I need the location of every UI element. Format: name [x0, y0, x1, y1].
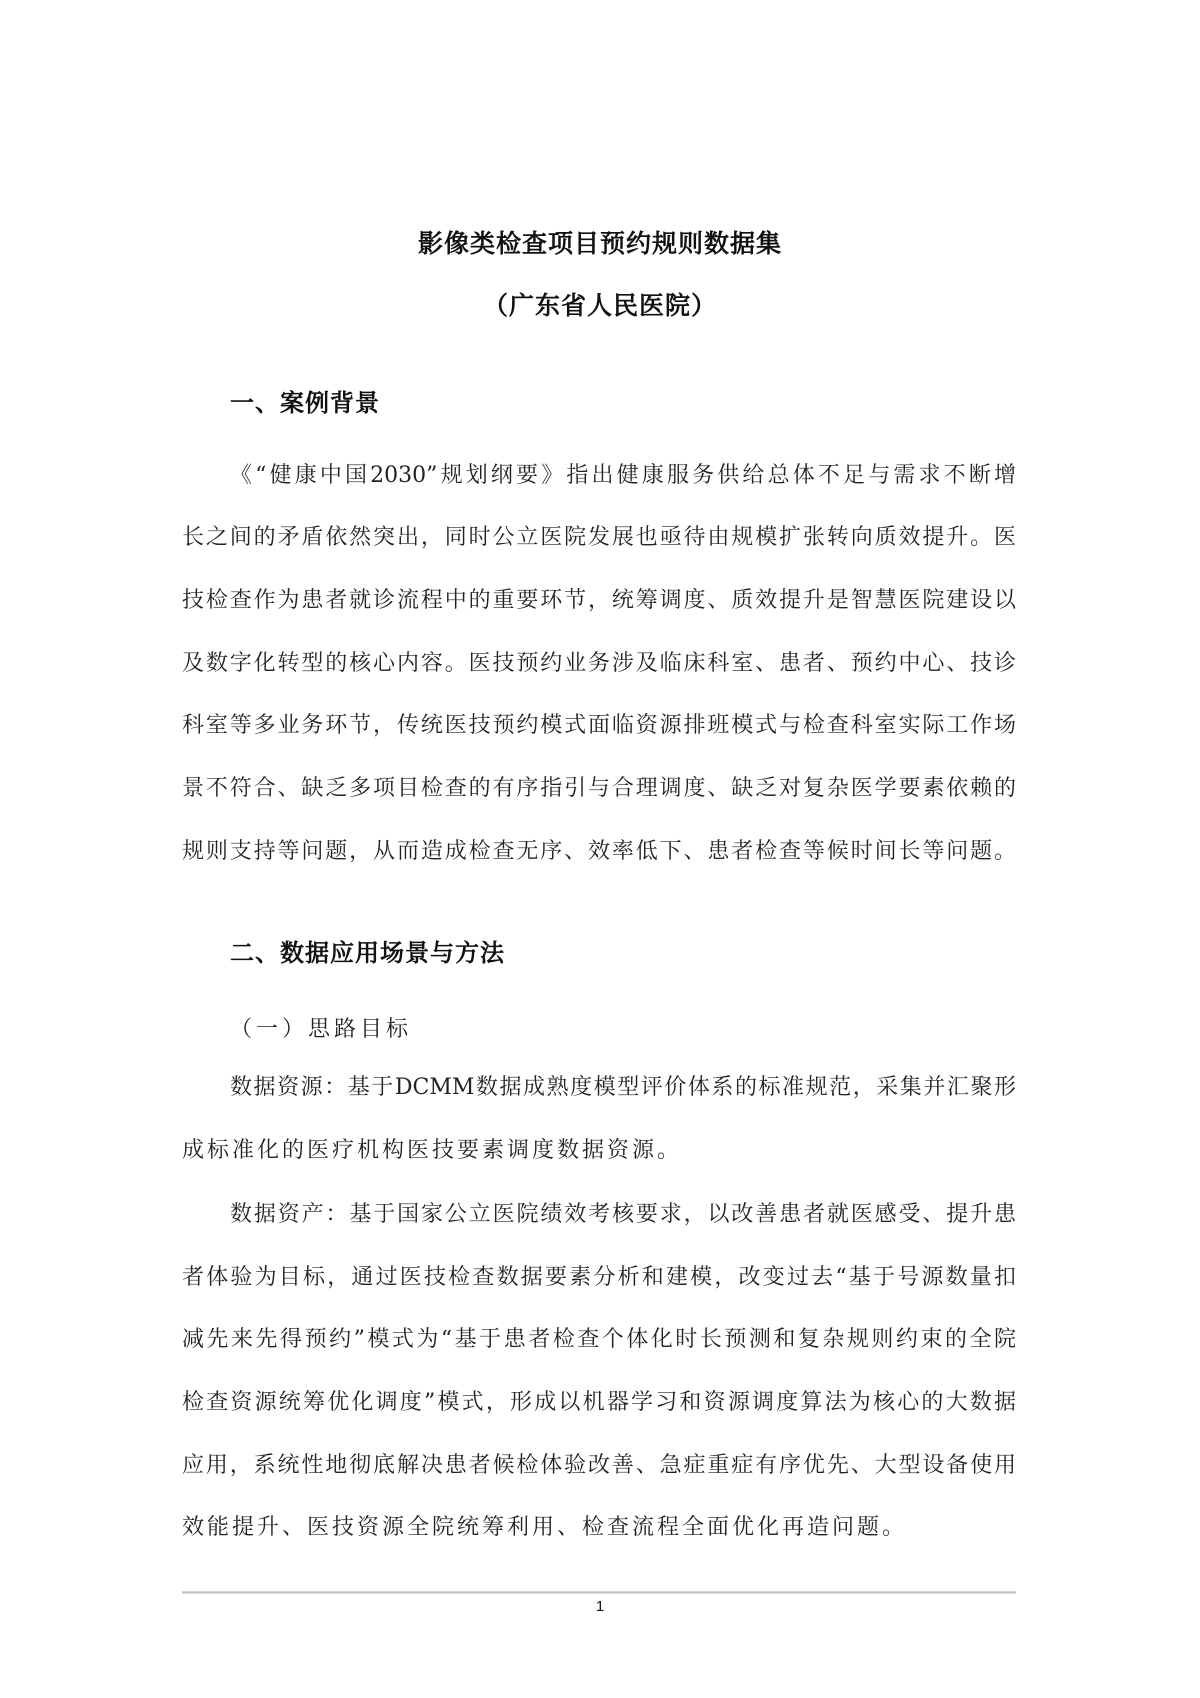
- paragraph-line: 长之间的矛盾依然突出，同时公立医院发展也亟待由规模扩张转向质效提升。医: [182, 525, 1016, 550]
- footer-divider: [182, 1591, 1016, 1594]
- paragraph-line: 效能提升、医技资源全院统筹利用、检查流程全面优化再造问题。: [182, 1515, 908, 1540]
- paragraph-line: 者体验为目标，通过医技检查数据要素分析和建模，改变过去“基于号源数量扣: [182, 1265, 1016, 1290]
- paragraph-line: 应用，系统性地彻底解决患者候检体验改善、急症重症有序优先、大型设备使用: [182, 1453, 1016, 1478]
- paragraph-line: 减先来先得预约”模式为“基于患者检查个体化时长预测和复杂规则约束的全院: [182, 1327, 1016, 1352]
- paragraph-line: 成标准化的医疗机构医技要素调度数据资源。: [182, 1138, 683, 1163]
- section-heading-background: 一、案例背景: [230, 388, 380, 417]
- page-number: 1: [595, 1598, 605, 1615]
- paragraph-line: 《“健康中国2030”规划纲要》指出健康服务供给总体不足与需求不断增: [230, 463, 1016, 488]
- paragraph-line: 景不符合、缺乏多项目检查的有序指引与合理调度、缺乏对复杂医学要素依赖的: [182, 776, 1016, 801]
- paragraph-line: 及数字化转型的核心内容。医技预约业务涉及临床科室、患者、预约中心、技诊: [182, 651, 1016, 676]
- paragraph-line: 科室等多业务环节，传统医技预约模式面临资源排班模式与检查科室实际工作场: [182, 713, 1016, 738]
- paragraph-line: 数据资源：基于DCMM数据成熟度模型评价体系的标准规范，采集并汇聚形: [230, 1075, 1016, 1100]
- paragraph-line: 检查资源统筹优化调度”模式，形成以机器学习和资源调度算法为核心的大数据: [182, 1390, 1016, 1415]
- paragraph-line: 技检查作为患者就诊流程中的重要环节，统筹调度、质效提升是智慧医院建设以: [182, 588, 1016, 613]
- document-subtitle: （广东省人民医院）: [482, 291, 717, 320]
- paragraph-line: 数据资产：基于国家公立医院绩效考核要求，以改善患者就医感受、提升患: [230, 1202, 1016, 1227]
- document-title: 影像类检查项目预约规则数据集: [417, 229, 782, 258]
- subsection-heading: （一）思路目标: [230, 1017, 413, 1042]
- paragraph-line: 规则支持等问题，从而造成检查无序、效率低下、患者检查等候时间长等问题。: [182, 839, 1016, 864]
- section-heading-methods: 二、数据应用场景与方法: [230, 938, 505, 967]
